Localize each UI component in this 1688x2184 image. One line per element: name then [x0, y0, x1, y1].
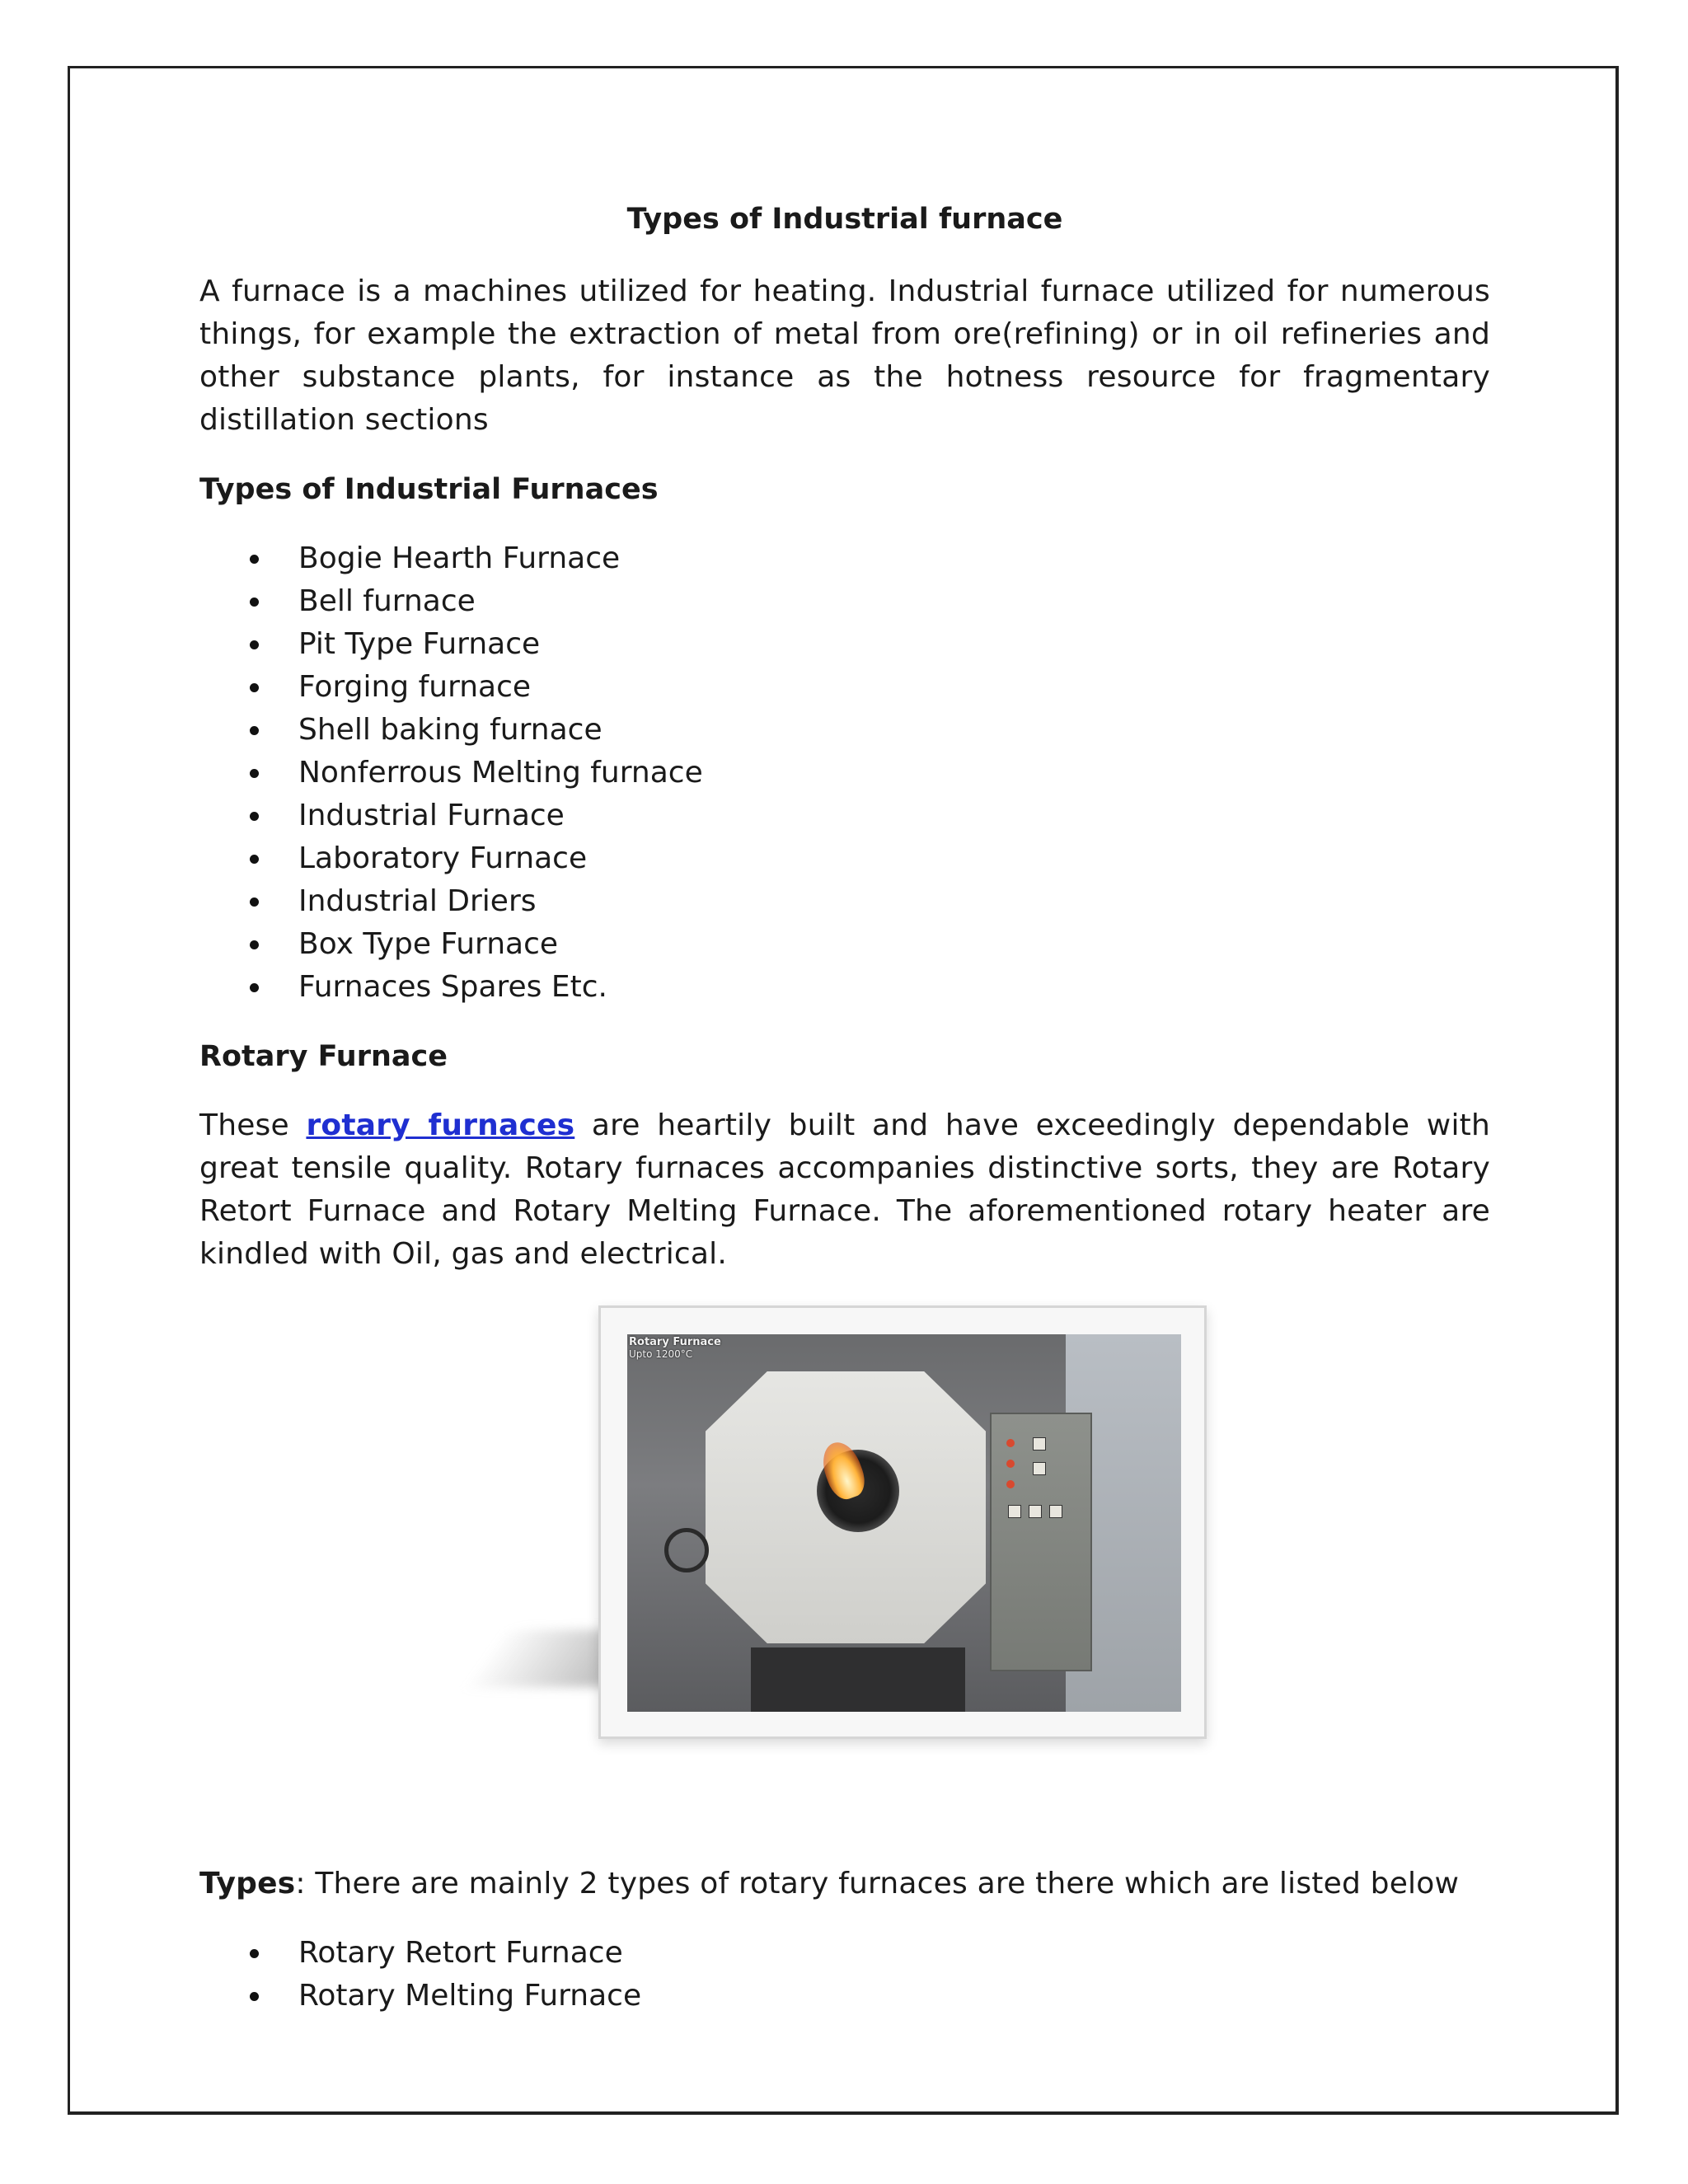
- list-item: [199, 966, 1490, 1009]
- bullet-icon: [250, 683, 259, 692]
- control-button: [1029, 1505, 1042, 1518]
- list-item: [199, 623, 1490, 666]
- list-item: [199, 880, 1490, 923]
- types-line: [199, 1863, 1490, 1905]
- furnace-base: [751, 1647, 965, 1712]
- types-line-text: : There are mainly 2 types of rotary furnaces are there which are listed below: [295, 1867, 1460, 1900]
- control-button: [1033, 1437, 1046, 1451]
- list-item: [199, 580, 1490, 623]
- list-item: [199, 837, 1490, 880]
- rotary-text-after: are heartily built and have exceedingly dependable with great tensile quality. Rotary furnaces accompanies distinctive sorts, they are Rotary Retort Furnace and Rotary Melting Furnace. The aforementioned rotary heater are kindled with Oil, gas and electrical.: [199, 1108, 1490, 1271]
- photo-caption: [629, 1336, 721, 1361]
- indicator-light: [1006, 1480, 1015, 1488]
- list-item-text: Pit Type Furnace: [298, 627, 541, 661]
- document-title: Types of Industrial furnace: [626, 203, 1063, 236]
- bullet-icon: [250, 812, 259, 821]
- photo-caption-subtitle: Upto 1200°C: [629, 1348, 693, 1360]
- list-item: [199, 1975, 1490, 2018]
- rotary-furnace-photo: [627, 1334, 1181, 1712]
- bullet-icon: [250, 940, 259, 949]
- list-item-text: Rotary Melting Furnace: [298, 1979, 642, 2013]
- control-button: [1049, 1505, 1062, 1518]
- list-item-text: Industrial Driers: [298, 884, 537, 918]
- bullet-icon: [250, 640, 259, 649]
- bullet-icon: [250, 855, 259, 864]
- list-item-text: Box Type Furnace: [298, 927, 559, 961]
- bullet-icon: [250, 1992, 259, 2001]
- rotary-furnaces-link[interactable]: rotary furnaces: [306, 1108, 575, 1142]
- rotary-text-before: These: [199, 1108, 307, 1142]
- list-item-text: Laboratory Furnace: [298, 841, 588, 875]
- document-content: [199, 198, 1490, 2044]
- handwheel-icon: [664, 1528, 709, 1572]
- intro-paragraph: A furnace is a machines utilized for heating. Industrial furnace utilized for numerous things, for example the extraction of metal from ore(refining) or in oil refineries and other substance plants, for instance as the hotness resource for fragmentary distillation sections: [199, 274, 1490, 437]
- indicator-light: [1006, 1439, 1015, 1447]
- bullet-icon: [250, 726, 259, 735]
- bullet-icon: [250, 555, 259, 564]
- indicator-light: [1006, 1460, 1015, 1468]
- list-item: [199, 537, 1490, 580]
- list-item-text: Industrial Furnace: [298, 799, 565, 832]
- rotary-types-list: [199, 1932, 1490, 2018]
- list-item-text: Nonferrous Melting furnace: [298, 756, 703, 790]
- photo-frame: [598, 1305, 1207, 1739]
- list-item-text: Rotary Retort Furnace: [298, 1936, 623, 1970]
- photo-caption-title: Rotary Furnace: [629, 1336, 721, 1348]
- bullet-icon: [250, 598, 259, 607]
- bullet-icon: [250, 1949, 259, 1958]
- list-item: [199, 1932, 1490, 1975]
- bullet-icon: [250, 898, 259, 907]
- bullet-icon: [250, 769, 259, 778]
- list-item-text: Shell baking furnace: [298, 713, 603, 747]
- furnace-types-list: [199, 537, 1490, 1009]
- list-item-text: Furnaces Spares Etc.: [298, 970, 607, 1004]
- list-item: [199, 709, 1490, 752]
- list-item-text: Forging furnace: [298, 670, 532, 704]
- rotary-heading: Rotary Furnace: [199, 1040, 448, 1073]
- types-heading: Types of Industrial Furnaces: [199, 473, 659, 506]
- list-item-text: Bogie Hearth Furnace: [298, 541, 621, 575]
- list-item: [199, 794, 1490, 837]
- rotary-paragraph: [199, 1104, 1490, 1276]
- types-label: Types: [199, 1867, 296, 1900]
- control-button: [1008, 1505, 1021, 1518]
- bullet-icon: [250, 983, 259, 992]
- control-button: [1033, 1462, 1046, 1475]
- list-item: [199, 752, 1490, 794]
- list-item-text: Bell furnace: [298, 584, 476, 618]
- control-cabinet: [990, 1413, 1092, 1671]
- rotary-furnace-figure: [199, 1302, 1490, 1830]
- list-item: [199, 666, 1490, 709]
- list-item: [199, 923, 1490, 966]
